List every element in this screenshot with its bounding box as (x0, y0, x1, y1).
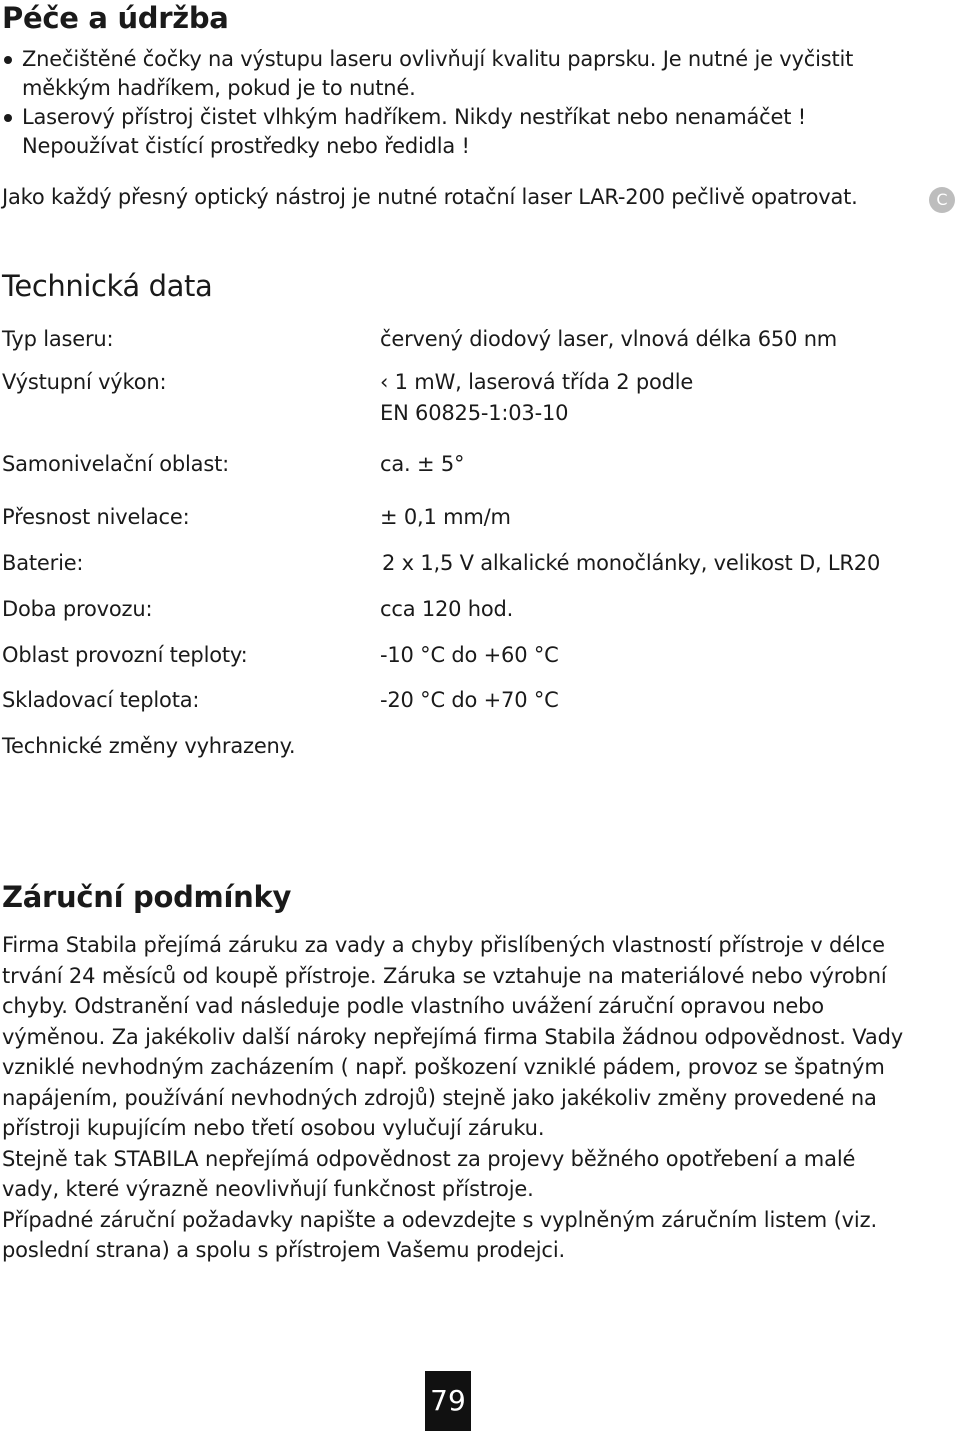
spec-value: cca 120 hod. (380, 597, 514, 621)
warranty-text (2, 930, 907, 1266)
spec-value: ‹ 1 mW, laserová třída 2 podle (380, 370, 694, 394)
spec-label: Oblast provozní teploty: (2, 643, 248, 667)
warranty-paragraph: Stejně tak STABILA nepřejímá odpovědnost za projevy běžného opotřebení a malé vady, které výrazně neovlivňují funkčnost přístroje. (2, 1146, 856, 1201)
spec-value: 2 x 1,5 V alkalické monočlánky, velikost D, LR20 (382, 551, 881, 575)
spec-label: Skladovací teplota: (2, 688, 200, 712)
care-note: Jako každý přesný optický nástroj je nutné rotační laser LAR-200 pečlivě opatrovat. (2, 185, 858, 209)
technical-heading: Technická data (2, 269, 213, 303)
care-bullet-item: Laserový přístroj čistet vlhkým hadříkem. Nikdy nestříkat nebo nenamáčet ! Nepoužívat čistící prostředky nebo ředidla ! (2, 103, 902, 161)
spec-value: -10 °C do +60 °C (380, 643, 559, 667)
spec-value: -20 °C do +70 °C (380, 688, 559, 712)
spec-value-continued: EN 60825-1:03-10 (380, 401, 569, 425)
spec-label: Přesnost nivelace: (2, 505, 190, 529)
spec-label: Baterie: (2, 551, 84, 575)
care-bullet-list (2, 45, 902, 161)
care-heading: Péče a údržba (2, 1, 229, 35)
technical-footnote: Technické změny vyhrazeny. (2, 734, 296, 758)
spec-value: červený diodový laser, vlnová délka 650 nm (380, 327, 838, 351)
spec-label: Doba provozu: (2, 597, 153, 621)
care-bullet-item: Znečištěné čočky na výstupu laseru ovlivňují kvalitu paprsku. Je nutné je vyčistit měkkým hadříkem, pokud je to nutné. (2, 45, 902, 103)
warranty-heading: Záruční podmínky (2, 880, 292, 914)
warranty-paragraph: Firma Stabila přejímá záruku za vady a chyby přislíbených vlastností přístroje v délce trvání 24 měsíců od koupě přístroje. Záruka se vztahuje na materiálové nebo výrobní chyby. Odstranění vad následuje podle vlastního uvážení záruční opravou nebo výměnou. Za jakékoliv další nároky nepřejímá firma Stabila žádnou odpovědnost. Vady vzniklé nevhodným zacházením ( např. poškození vzniklé pádem, provoz se špatným napájením, používání nevhodných zdrojů) stejně jako jakékoliv změny provedené na přístroji kupujícím nebo třetí osobou vylučují záruku. (2, 933, 904, 1140)
spec-value: ca. ± 5° (380, 452, 465, 476)
warranty-paragraph: Případné záruční požadavky napište a odevzdejte s vyplněným záručním listem (viz. poslední strana) a spolu s přístrojem Vašemu prodejci. (2, 1207, 878, 1262)
spec-value: ± 0,1 mm/m (380, 505, 511, 529)
language-marker-icon: C (929, 187, 955, 213)
page-number: 79 (425, 1371, 471, 1431)
spec-label: Samonivelační oblast: (2, 452, 229, 476)
spec-label: Typ laseru: (2, 327, 114, 351)
spec-label: Výstupní výkon: (2, 370, 167, 394)
